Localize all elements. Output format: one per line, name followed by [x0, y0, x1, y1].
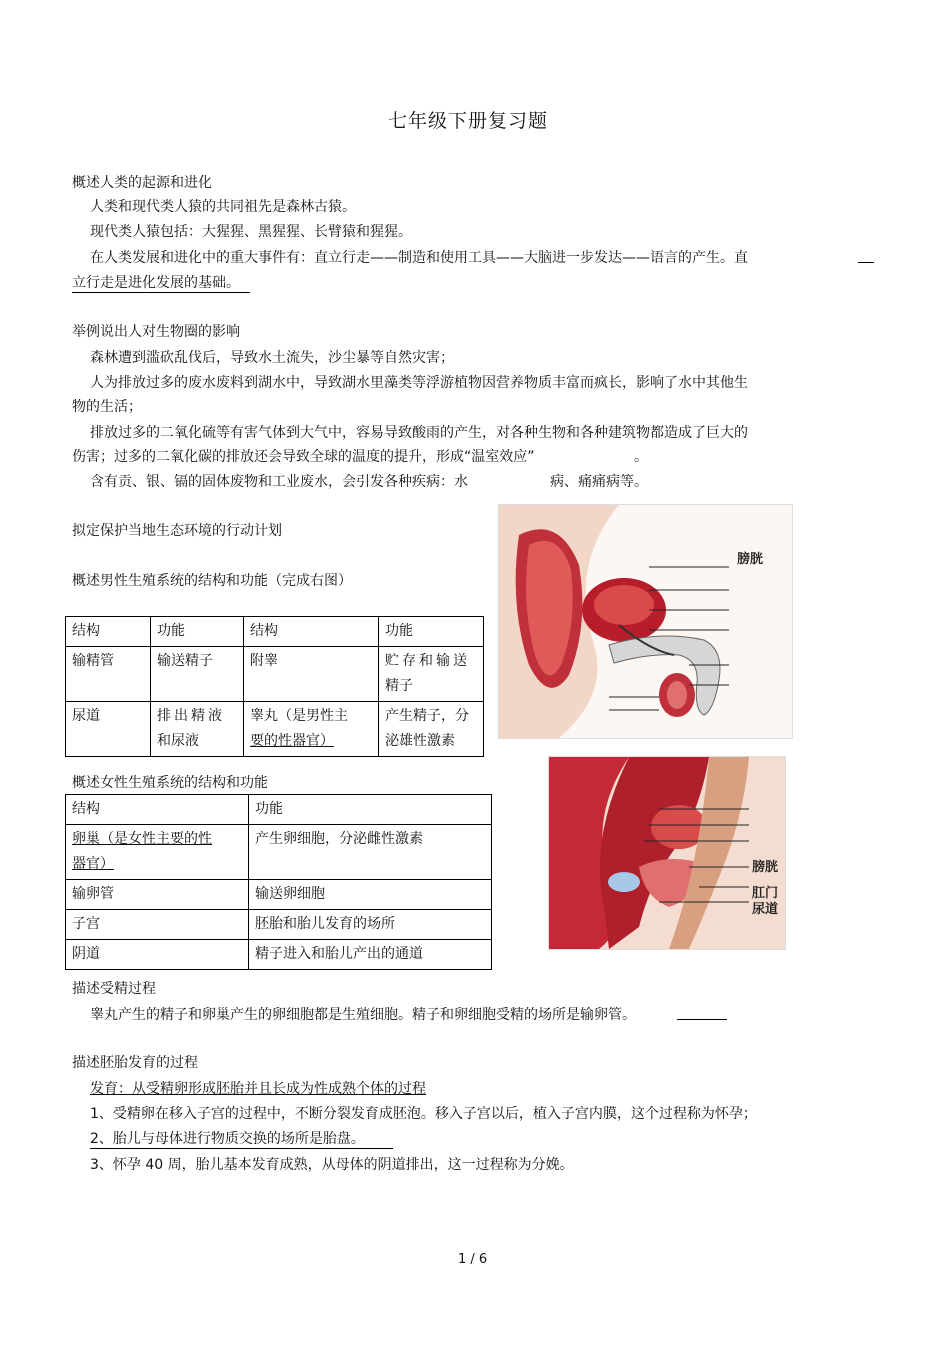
table-row [66, 825, 492, 880]
page-number: 1 / 6 [458, 1252, 488, 1267]
cell-epididymis: 附睾 [244, 647, 379, 702]
cell-ovary [66, 825, 249, 880]
embryo-p0: 发育：从受精卵形成胚胎并且长成为性成熟个体的过程 [90, 1081, 426, 1097]
impact-p4a: 含有贡、银、镉的固体废物和工业废水，会引发各种疾病：水 [90, 474, 468, 490]
heading-plan: 拟定保护当地生态环境的行动计划 [72, 523, 282, 539]
cell-line: 产生精子，分 [385, 708, 469, 724]
page-title: 七年级下册复习题 [388, 110, 549, 132]
female-anatomy-illustration [549, 757, 785, 949]
cell-line: 要的性器官） [250, 733, 334, 749]
cell-line: 排出精液 [157, 708, 225, 724]
impact-p1: 森林遭到滥砍乱伐后，导致水土流失，沙尘暴等自然灾害； [90, 350, 454, 366]
cell-oviduct: 输卵管 [66, 880, 249, 910]
male-anatomy-illustration [499, 505, 792, 738]
impact-p3c: 。 [634, 449, 648, 465]
male-header-function-2: 功能 [379, 617, 484, 647]
cell-ovary-func: 产生卵细胞，分泌雌性激素 [249, 825, 492, 880]
ovary-text: 卵巢（是女性主要的性 [72, 831, 212, 847]
cell-epididymis-func [379, 647, 484, 702]
blank-line [858, 262, 874, 263]
table-row [66, 940, 492, 970]
impact-p4b: 病、痛痛病等。 [550, 474, 648, 490]
heading-fertilization: 描述受精过程 [72, 981, 156, 997]
fertilization-p1: 睾丸产生的精子和卵巢产生的卵细胞都是生殖细胞。精子和卵细胞受精的场所是输卵管。 [90, 1007, 636, 1023]
cell-line [72, 827, 242, 852]
origin-p3: 在人类发展和进化中的重大事件有：直立行走——制造和使用工具——大脑进一步发达——语言的产生。直 [90, 250, 748, 266]
impact-p3b: 伤害；过多的二氧化碳的排放还会导致全球的温度的提升，形成“温室效应” [72, 449, 535, 465]
heading-impact: 举例说出人对生物圈的影响 [72, 324, 240, 340]
label-urethra: 尿道 [752, 902, 779, 917]
female-anatomy-figure [548, 756, 786, 950]
table-row [66, 880, 492, 910]
table-row [66, 702, 484, 757]
label-bladder: 膀胱 [737, 552, 764, 567]
cell-urethra: 尿道 [66, 702, 151, 757]
cell-line: 器官） [72, 856, 114, 872]
origin-p1: 人类和现代类人猿的共同祖先是森林古猿。 [90, 199, 356, 215]
cell-vagina: 阴道 [66, 940, 249, 970]
male-table [65, 616, 484, 757]
male-anatomy-figure [498, 504, 793, 739]
impact-p2b: 物的生活； [72, 399, 142, 415]
female-table [65, 794, 492, 970]
cell-line: 和尿液 [157, 733, 199, 749]
embryo-p3: 3、怀孕 40 周，胎儿基本发育成熟，从母体的阴道排出，这一过程称为分娩。 [90, 1157, 574, 1173]
impact-p3: 排放过多的二氧化硫等有害气体到大气中，容易导致酸雨的产生，对各种生物和各种建筑物都造成了巨大的 [90, 425, 748, 441]
male-header-structure: 结构 [66, 617, 151, 647]
cell-testis [244, 702, 379, 757]
impact-p2: 人为排放过多的废水废料到湖水中，导致湖水里藻类等浮游植物因营养物质丰富而疯长，影响了水中其他生 [90, 375, 748, 391]
cell-line: 贮存和输送 [385, 653, 470, 669]
label-bladder-f: 膀胱 [752, 860, 779, 875]
cell-testis-func [379, 702, 484, 757]
cell-vagina-func: 精子进入和胎儿产出的通道 [249, 940, 492, 970]
embryo-p1: 1、受精卵在移入子宫的过程中，不断分裂发育成胚泡。移入子宫以后，植入子宫内膜，这个过程称为怀孕； [90, 1106, 757, 1122]
cell-line: 精子 [385, 678, 413, 694]
heading-female: 概述女性生殖系统的结构和功能 [72, 775, 268, 791]
cell-uterus-func: 胚胎和胎儿发育的场所 [249, 910, 492, 940]
heading-embryo: 描述胚胎发育的过程 [72, 1055, 198, 1071]
cell-urethra-func [151, 702, 244, 757]
origin-p2: 现代类人猿包括：大猩猩、黑猩猩、长臂猿和猩猩。 [90, 224, 412, 240]
heading-origin: 概述人类的起源和进化 [72, 175, 212, 191]
origin-p3b: 立行走是进化发展的基础。 [72, 272, 250, 293]
table-row [66, 910, 492, 940]
heading-male: 概述男性生殖系统的结构和功能（完成右图） [72, 573, 352, 589]
cell-oviduct-func: 输送卵细胞 [249, 880, 492, 910]
embryo-p2: 2、胎儿与母体进行物质交换的场所是胎盘。 [90, 1128, 393, 1149]
male-header-function: 功能 [151, 617, 244, 647]
female-header-function: 功能 [249, 795, 492, 825]
cell-uterus: 子宫 [66, 910, 249, 940]
female-header-structure: 结构 [66, 795, 249, 825]
cell-line: 泌雄性激素 [385, 733, 455, 749]
label-anus: 肛门 [752, 886, 779, 901]
male-header-structure-2: 结构 [244, 617, 379, 647]
table-row [66, 647, 484, 702]
cell-vas-deferens-func: 输送精子 [151, 647, 244, 702]
cell-line: 睾丸（是男性主 [250, 708, 348, 724]
cell-vas-deferens: 输精管 [66, 647, 151, 702]
blank-line [677, 1019, 727, 1020]
